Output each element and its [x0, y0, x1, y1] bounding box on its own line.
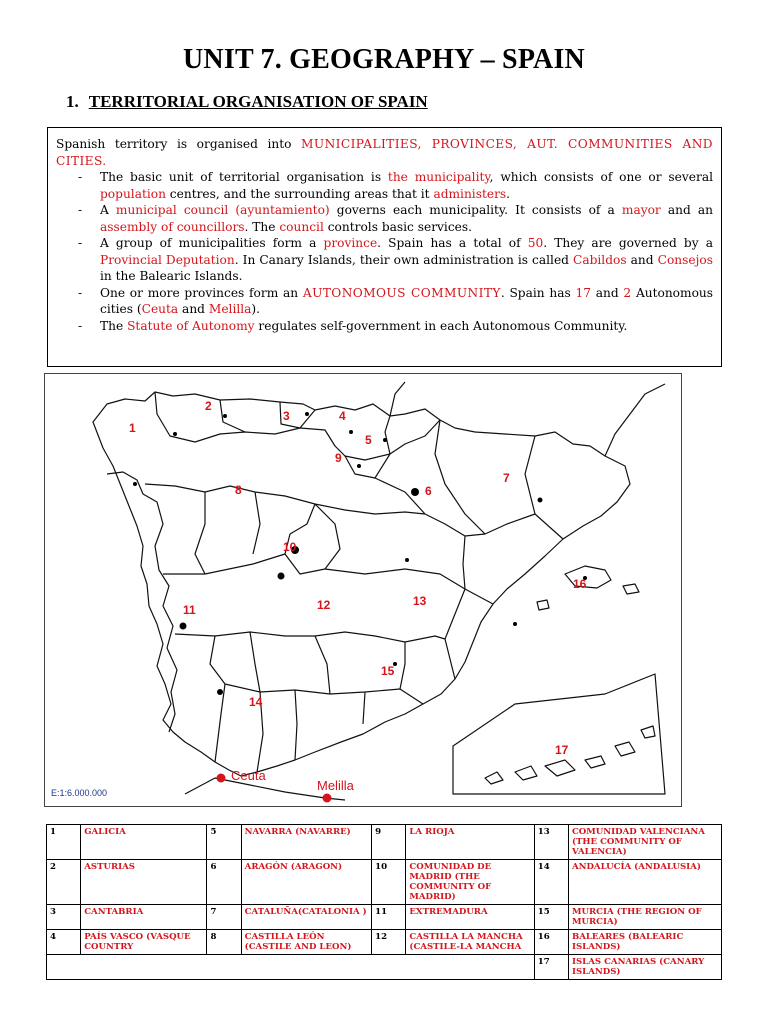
table-row: 1 GALICIA 5 NAVARRA (NAVARRE) 9 LA RIOJA 13 COMUNIDAD VALENCIANA (THE COMMUNITY OF VALENCIA): [47, 825, 722, 860]
bullet-municipality: - The basic unit of territorial organisation is the municipality, which consists of one or several population centres, and the surrounding areas that it administers.: [78, 170, 713, 201]
bullet-dash: -: [78, 285, 83, 300]
france-border: [390, 382, 665, 456]
table-row: 17 ISLAS CANARIAS (CANARY ISLANDS): [47, 955, 722, 980]
legend-table: [46, 824, 722, 980]
portugal-border: [107, 472, 177, 732]
bullet-dash: -: [78, 203, 83, 217]
map-label-9: 9: [335, 451, 342, 465]
map-label-13: 13: [413, 594, 427, 608]
bullet-list: [56, 169, 713, 334]
intro-highlight: MUNICIPALITIES, PROVINCES, AUT. COMMUNITIES AND CITIES.: [56, 137, 713, 168]
intro-paragraph: [56, 136, 713, 169]
map-label-2: 2: [205, 399, 212, 413]
melilla-marker: [323, 794, 332, 803]
intro-text: Spanish territory is organised into: [56, 137, 302, 151]
bullet-dash: -: [78, 318, 83, 333]
section-title: TERRITORIAL ORGANISATION OF SPAIN: [88, 92, 428, 111]
map-label-12: 12: [317, 598, 331, 612]
balearic-islands: [537, 566, 639, 610]
empty-cell: [47, 955, 535, 980]
table-row: 3 CANTABRIA 7 CATALUÑA(CATALONIA ) 11 EXTREMADURA 15 MURCIA (THE REGION OF MURCIA): [47, 905, 722, 930]
bullet-statute: - The Statute of Autonomy regulates self-government in each Autonomous Community.: [78, 318, 628, 333]
map-label-1: 1: [129, 421, 136, 435]
map-label-14: 14: [249, 695, 263, 709]
bullet-autonomous-community: - One or more provinces form an AUTONOMOUS COMMUNITY. Spain has 17 and 2 Autonomous cities (Ceuta and Melilla).: [78, 285, 714, 316]
info-box: [47, 127, 722, 367]
canary-islands: [485, 726, 655, 784]
map-label-7: 7: [503, 471, 510, 485]
bullet-province: - A group of municipalities form a province. Spain has a total of 50. They are governed by a Provincial Deputation. In Canary Islands, their own administration is called Cabildos and Consejos in the Balearic Islands.: [78, 236, 713, 283]
bullet-council: - A municipal council (ayuntamiento) governs each municipality. It consists of a mayor and an assembly of councillors. The council controls basic services.: [78, 203, 713, 234]
bullet-dash: -: [78, 170, 83, 184]
map-label-11: 11: [183, 603, 196, 617]
spain-map: [44, 373, 682, 807]
page-title: UNIT 7. GEOGRAPHY – SPAIN: [183, 44, 585, 75]
map-label-17: 17: [555, 743, 569, 757]
map-drawing: [45, 374, 681, 806]
map-label-6: 6: [425, 484, 432, 498]
table-row: 2 ASTURIAS 6 ARAGÓN (ARAGON) 10 COMUNIDAD DE MADRID (THE COMMUNITY OF MADRID) 14 ANDALUCÍA (ANDALUSIA): [47, 860, 722, 905]
map-label-4: 4: [339, 409, 346, 423]
map-label-3: 3: [283, 409, 290, 423]
map-label-10: 10: [283, 540, 297, 554]
map-scale: E:1:6.000.000: [51, 788, 108, 798]
map-label-15: 15: [381, 664, 395, 678]
map-label-16: 16: [573, 577, 587, 591]
map-label-8: 8: [235, 483, 242, 497]
map-label-5: 5: [365, 433, 372, 447]
ceuta-marker: [217, 774, 226, 783]
bullet-dash: -: [78, 236, 83, 250]
map-label-melilla: Melilla: [317, 778, 354, 793]
table-row: 4 PAÍS VASCO (VASQUE COUNTRY 8 CASTILLA LEÓN (CASTILE AND LEON) 12 CASTILLA LA MANCHA (CASTILE-LA MANCHA 16 BALEARES (BALEARIC ISLANDS): [47, 930, 722, 955]
map-label-ceuta: Ceuta: [231, 768, 266, 783]
section-number: 1.: [66, 92, 79, 111]
canary-inset-frame: [453, 674, 665, 794]
section-heading: [66, 92, 428, 112]
